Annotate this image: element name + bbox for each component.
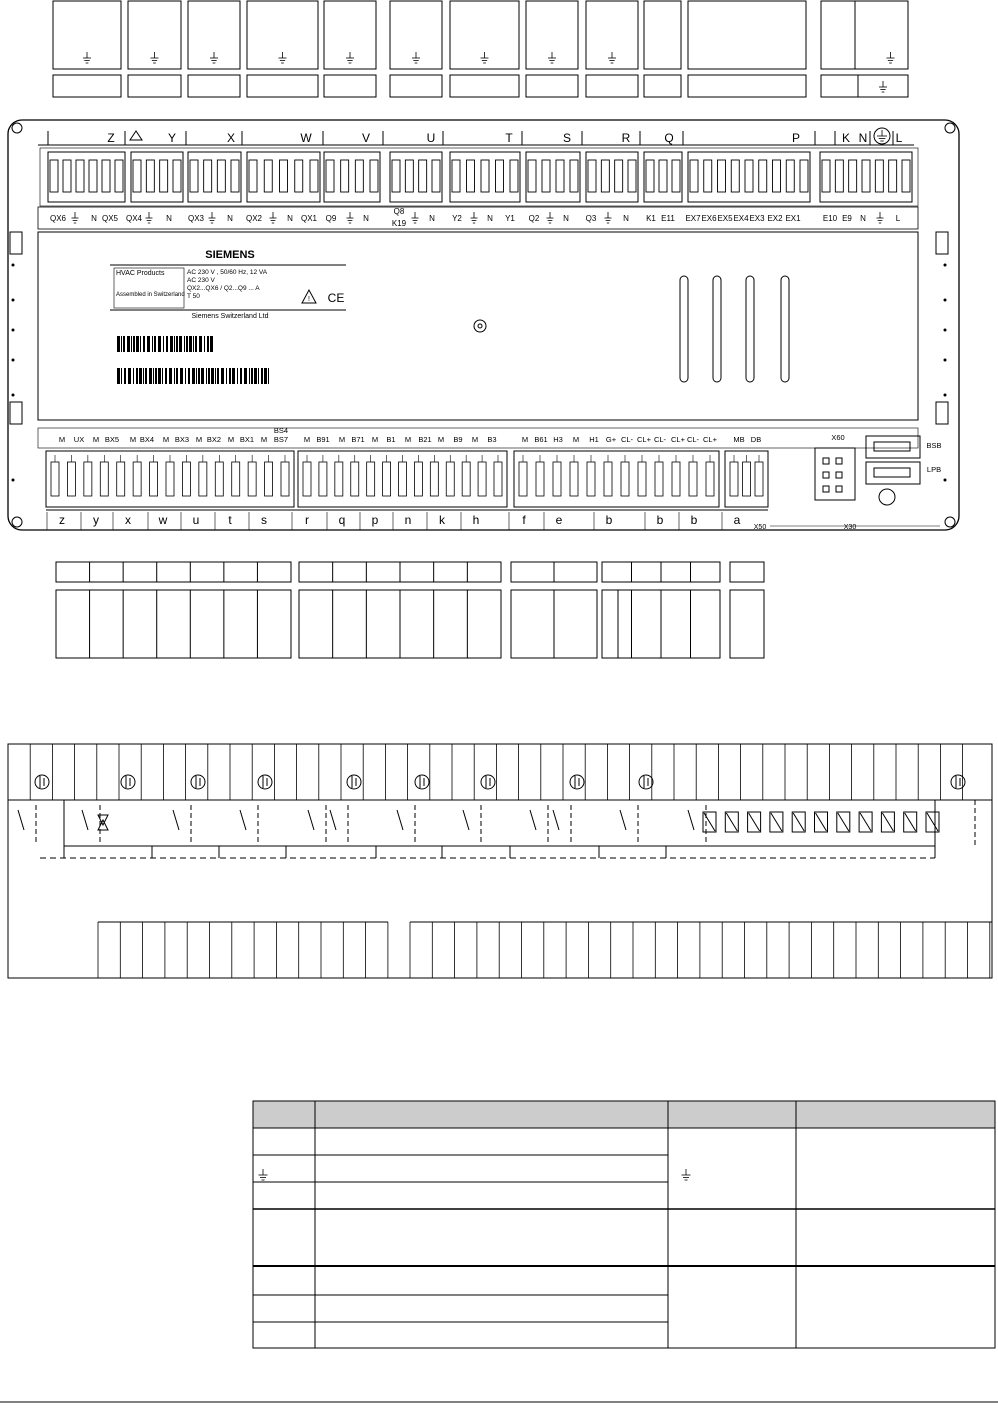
fuse-icon (415, 775, 429, 789)
terminal-CL+: CL+ (703, 435, 717, 444)
terminal-N: N (563, 214, 569, 223)
bar (153, 368, 154, 384)
terminal-EX7: EX7 (685, 214, 701, 223)
terminal-CL-: CL- (653, 435, 667, 444)
terminal-K1: K1 (646, 214, 656, 223)
fuse-icon (258, 775, 272, 789)
bar (258, 368, 259, 384)
bottom-letter-p: p (371, 513, 379, 527)
dot (944, 329, 947, 332)
dot (944, 359, 947, 362)
terminal-EX3: EX3 (749, 214, 765, 223)
terminal-M: M (404, 435, 412, 444)
relay-contact (530, 810, 536, 830)
top-letter-Q: Q (664, 131, 674, 145)
connector-x30: X30 (843, 524, 857, 531)
ground-icon (151, 52, 159, 63)
top-block-10 (688, 1, 806, 69)
bar (158, 336, 161, 352)
dot (12, 264, 15, 267)
terminal-E9: E9 (842, 214, 852, 223)
bottom-letter-r: r (305, 513, 309, 527)
ground-icon (481, 52, 489, 63)
top-block-3 (247, 1, 318, 69)
bar (143, 368, 144, 384)
bottom-letter-y: y (93, 513, 99, 527)
bar (261, 368, 263, 384)
dot (944, 479, 947, 482)
dot (12, 359, 15, 362)
spec-text: QX2...QX6 / Q2...Q9 ... A (187, 285, 260, 292)
ce-mark-icon: CE (327, 291, 345, 305)
terminal-BX1: BX1 (239, 435, 255, 444)
top-block-9 (644, 1, 681, 69)
bar (221, 368, 224, 384)
bottom-letter-t: t (228, 513, 232, 527)
bar (123, 336, 125, 352)
schematic-frame (8, 744, 992, 978)
bar (186, 336, 188, 352)
spec-text: T 50 (187, 293, 200, 300)
fuse-icon (570, 775, 584, 789)
bottom-letter-h: h (472, 513, 480, 527)
bottom-letter-f: f (522, 513, 526, 527)
bar (176, 336, 178, 352)
top-letter-Y: Y (167, 131, 177, 145)
fuse-icon (639, 775, 653, 789)
bar (268, 368, 269, 384)
ground-icon (346, 52, 354, 63)
block-body-0 (56, 590, 291, 658)
terminal-BX4: BX4 (139, 435, 155, 444)
bar (121, 336, 122, 352)
bar (121, 368, 122, 384)
terminal-N: N (363, 214, 369, 223)
dot (12, 479, 15, 482)
fuse-icon (191, 775, 205, 789)
terminal-M: M (162, 435, 170, 444)
input-slash (726, 813, 737, 831)
terminal-B9: B9 (453, 435, 463, 444)
bar (189, 336, 192, 352)
terminal-UX: UX (73, 435, 85, 444)
ground-icon (548, 52, 556, 63)
bar (210, 336, 213, 352)
dot (12, 299, 15, 302)
terminal-M: M (58, 435, 66, 444)
fuse-icon (121, 775, 135, 789)
ground-icon (210, 52, 218, 63)
relay-contact (82, 810, 88, 830)
terminal-QX5: QX5 (101, 214, 119, 223)
terminal-N: N (287, 214, 293, 223)
bar (217, 368, 219, 384)
bottom-letter-u: u (192, 513, 200, 527)
top-letter-R: R (621, 131, 631, 145)
bar (254, 368, 257, 384)
ground-icon (259, 1169, 268, 1180)
terminal-MB: MB (733, 435, 745, 444)
relay-contact (240, 810, 246, 830)
terminal-Y1: Y1 (505, 214, 515, 223)
bottom-letter-e: e (555, 513, 563, 527)
top-block-label-1 (128, 75, 181, 97)
top-letter-W: W (300, 131, 312, 145)
bar (176, 368, 178, 384)
top-block-7 (526, 1, 578, 69)
terminal-EX1: EX1 (785, 214, 801, 223)
bar (158, 368, 161, 384)
bar (264, 368, 267, 384)
top-letter-P: P (791, 131, 801, 145)
top-letter-V: V (361, 131, 371, 145)
terminal-EX6: EX6 (701, 214, 717, 223)
terminal-LPB: LPB (926, 465, 942, 474)
bar (249, 368, 250, 384)
relay-contact (688, 810, 694, 830)
bottom-letter-b: b (656, 513, 664, 527)
bar (206, 368, 207, 384)
terminal-M: M (371, 435, 379, 444)
bottom-letter-a: a (733, 513, 741, 527)
bar (136, 368, 138, 384)
terminal-EX4: EX4 (733, 214, 749, 223)
bar (185, 368, 186, 384)
top-block-1 (128, 1, 181, 69)
top-block-label-6 (450, 75, 519, 97)
terminal-CL-: CL- (686, 435, 700, 444)
terminal-M: M (303, 435, 311, 444)
top-block-label-3 (247, 75, 318, 97)
input-slash (860, 813, 871, 831)
fuse-icon (481, 775, 495, 789)
bar (147, 336, 150, 352)
dot (944, 264, 947, 267)
terminal-L: L (895, 214, 901, 223)
input-slash (905, 813, 916, 831)
terminal-QX1: QX1 (300, 214, 318, 223)
relay-schematic (8, 744, 992, 978)
bar (133, 336, 135, 352)
terminal-H3: H3 (553, 435, 563, 444)
terminal-BS4: BS4 (273, 426, 289, 435)
bar (192, 368, 195, 384)
top-block-label-11 (821, 75, 908, 97)
relay-contact (173, 810, 179, 830)
input-slash (838, 813, 849, 831)
terminal-E11: E11 (661, 214, 675, 223)
table-frame (253, 1101, 995, 1348)
input-slash (793, 813, 804, 831)
top-letter-L: L (895, 131, 903, 145)
bar (193, 336, 194, 352)
terminal-Y2: Y2 (452, 214, 462, 223)
terminal-B1: B1 (386, 435, 396, 444)
ground-icon (279, 52, 287, 63)
bottom-letter-q: q (338, 513, 346, 527)
bar (170, 336, 173, 352)
bar (232, 368, 235, 384)
spec-text: AC 230 V , 50/60 Hz, 12 VA (187, 269, 268, 276)
input-slash (816, 813, 827, 831)
bar (229, 368, 231, 384)
input-slash (771, 813, 782, 831)
input-slash (749, 813, 760, 831)
top-letter-S: S (562, 131, 572, 145)
terminal-M: M (92, 435, 100, 444)
terminal-BX3: BX3 (174, 435, 190, 444)
top-block-5 (390, 1, 442, 69)
bar (174, 368, 175, 384)
terminal-X60: X60 (831, 433, 845, 442)
ground-icon (412, 52, 420, 63)
bottom-letter-x: x (125, 513, 131, 527)
top-block-0 (53, 1, 121, 69)
bar (199, 336, 202, 352)
top-block-label-4 (324, 75, 376, 97)
table-header (253, 1101, 995, 1128)
terminal-QX4: QX4 (125, 214, 143, 223)
connection-table (253, 1101, 995, 1348)
terminal-N: N (166, 214, 172, 223)
bar (169, 368, 172, 384)
terminal-EX5: EX5 (717, 214, 733, 223)
terminal-B3: B3 (487, 435, 497, 444)
terminal-N: N (91, 214, 97, 223)
terminal-N: N (623, 214, 629, 223)
terminal-BS7: BS7 (273, 435, 289, 444)
block-header-4 (730, 562, 764, 582)
bar (166, 336, 168, 352)
terminal-B61: B61 (534, 435, 548, 444)
terminal-Q9: Q9 (325, 214, 337, 223)
bottom-letter-b: b (605, 513, 613, 527)
bar (136, 336, 139, 352)
input-slash (882, 813, 893, 831)
bar (155, 368, 157, 384)
top-block-8 (586, 1, 638, 69)
block-body-4 (730, 590, 764, 658)
relay-contact (18, 810, 24, 830)
bar (124, 368, 126, 384)
bar (131, 336, 132, 352)
top-letter-K: K (841, 131, 851, 145)
terminal-M: M (260, 435, 268, 444)
ground-icon (682, 1169, 691, 1180)
relay-contact (620, 810, 626, 830)
bottom-terminal-blocks (56, 562, 764, 658)
block-header-0 (56, 562, 291, 582)
bar (117, 336, 120, 352)
terminal-M: M (471, 435, 479, 444)
top-block-6 (450, 1, 519, 69)
bar (128, 368, 131, 384)
top-block-11 (821, 1, 908, 69)
bar (127, 336, 130, 352)
warning-mark: ! (308, 296, 310, 303)
bar (237, 368, 238, 384)
terminal-H1: H1 (589, 435, 599, 444)
bar (251, 368, 253, 384)
controller-housing (8, 120, 959, 531)
fuse-icon (347, 775, 361, 789)
relay-contact (553, 810, 559, 830)
terminal-N: N (860, 214, 866, 223)
bar (211, 368, 214, 384)
terminal-N: N (227, 214, 233, 223)
terminal-CL+: CL+ (671, 435, 685, 444)
assembled-text: Assembled in Switzerland (116, 292, 185, 298)
terminal-N: N (487, 214, 493, 223)
relay-contact (308, 810, 314, 830)
bar (195, 336, 197, 352)
terminal-B21: B21 (418, 435, 432, 444)
terminal-QX2: QX2 (245, 214, 263, 223)
bar (180, 368, 183, 384)
bar (244, 368, 247, 384)
bar (154, 336, 156, 352)
terminal-CL+: CL+ (637, 435, 651, 444)
terminal-M: M (437, 435, 445, 444)
input-slash (927, 813, 938, 831)
terminal-M: M (521, 435, 529, 444)
top-block-4 (324, 1, 376, 69)
terminal-Q3: Q3 (585, 214, 597, 223)
bar (143, 336, 145, 352)
bar (145, 368, 147, 384)
relay-contact (397, 810, 403, 830)
terminal-M: M (129, 435, 137, 444)
top-block-label-9 (644, 75, 681, 97)
dot (944, 394, 947, 397)
terminal-M: M (572, 435, 580, 444)
bar (196, 368, 197, 384)
ground-icon (608, 52, 616, 63)
terminal-BSB: BSB (926, 441, 942, 450)
terminal-M: M (195, 435, 203, 444)
bar (198, 368, 200, 384)
bar (215, 368, 216, 384)
terminal-QX3: QX3 (187, 214, 205, 223)
top-block-2 (188, 1, 240, 69)
ground-icon (887, 52, 895, 63)
terminal-K19: K19 (391, 219, 407, 228)
terminal-M: M (338, 435, 346, 444)
ground-icon (879, 81, 887, 92)
terminal-Q8: Q8 (393, 207, 405, 216)
top-letter-T: T (505, 131, 513, 145)
bar (140, 336, 141, 352)
dot (944, 299, 947, 302)
bottom-letter-n: n (404, 513, 412, 527)
relay-contact (330, 810, 336, 830)
bar (117, 368, 120, 384)
ground-icon (83, 52, 91, 63)
top-block-label-5 (390, 75, 442, 97)
bar (188, 368, 190, 384)
bottom-letter-z: z (59, 513, 65, 527)
product-text: HVAC Products (116, 270, 165, 277)
bar (204, 336, 205, 352)
bar (179, 336, 182, 352)
terminal-DB: DB (750, 435, 762, 444)
connector-x50: X50 (753, 524, 767, 531)
top-block-label-2 (188, 75, 240, 97)
bar (162, 368, 163, 384)
top-letter-Z: Z (107, 131, 115, 145)
bar (165, 368, 167, 384)
bar (208, 368, 210, 384)
controller-outline (8, 120, 959, 530)
top-terminal-blocks (53, 1, 908, 97)
terminal-E10: E10 (822, 214, 838, 223)
bottom-letter-k: k (439, 513, 445, 527)
terminal-N: N (429, 214, 435, 223)
bar (184, 336, 185, 352)
top-block-label-8 (586, 75, 638, 97)
spec-text: AC 230 V (187, 277, 215, 284)
terminal-G+: G+ (605, 435, 617, 444)
bar (149, 368, 152, 384)
bar (152, 336, 153, 352)
terminal-QX6: QX6 (49, 214, 67, 223)
top-block-label-0 (53, 75, 121, 97)
brand-logo: SIEMENS (205, 249, 255, 261)
bar (139, 368, 142, 384)
terminal-M: M (227, 435, 235, 444)
top-letter-X: X (226, 131, 236, 145)
fuse-icon (35, 775, 49, 789)
terminal-BX2: BX2 (206, 435, 222, 444)
bar (207, 336, 209, 352)
bottom-letter-s: s (261, 513, 267, 527)
bar (133, 368, 134, 384)
maker-text: Siemens Switzerland Ltd (191, 313, 269, 320)
barcode (117, 368, 269, 384)
terminal-B71: B71 (351, 435, 365, 444)
top-letter-U: U (426, 131, 436, 145)
dot (12, 329, 15, 332)
bar (226, 368, 227, 384)
terminal-BX5: BX5 (104, 435, 120, 444)
dot (12, 394, 15, 397)
top-block-label-10 (688, 75, 806, 97)
bottom-letter-w: w (158, 513, 168, 527)
bottom-letter-b: b (690, 513, 698, 527)
bar (240, 368, 242, 384)
bar (201, 368, 204, 384)
bar (174, 336, 175, 352)
top-block-label-7 (526, 75, 578, 97)
bar (163, 336, 164, 352)
terminal-B91: B91 (316, 435, 330, 444)
terminal-Q2: Q2 (528, 214, 540, 223)
terminal-CL-: CL- (620, 435, 634, 444)
relay-contact (463, 810, 469, 830)
top-letter-N: N (858, 131, 868, 145)
terminal-EX2: EX2 (767, 214, 783, 223)
